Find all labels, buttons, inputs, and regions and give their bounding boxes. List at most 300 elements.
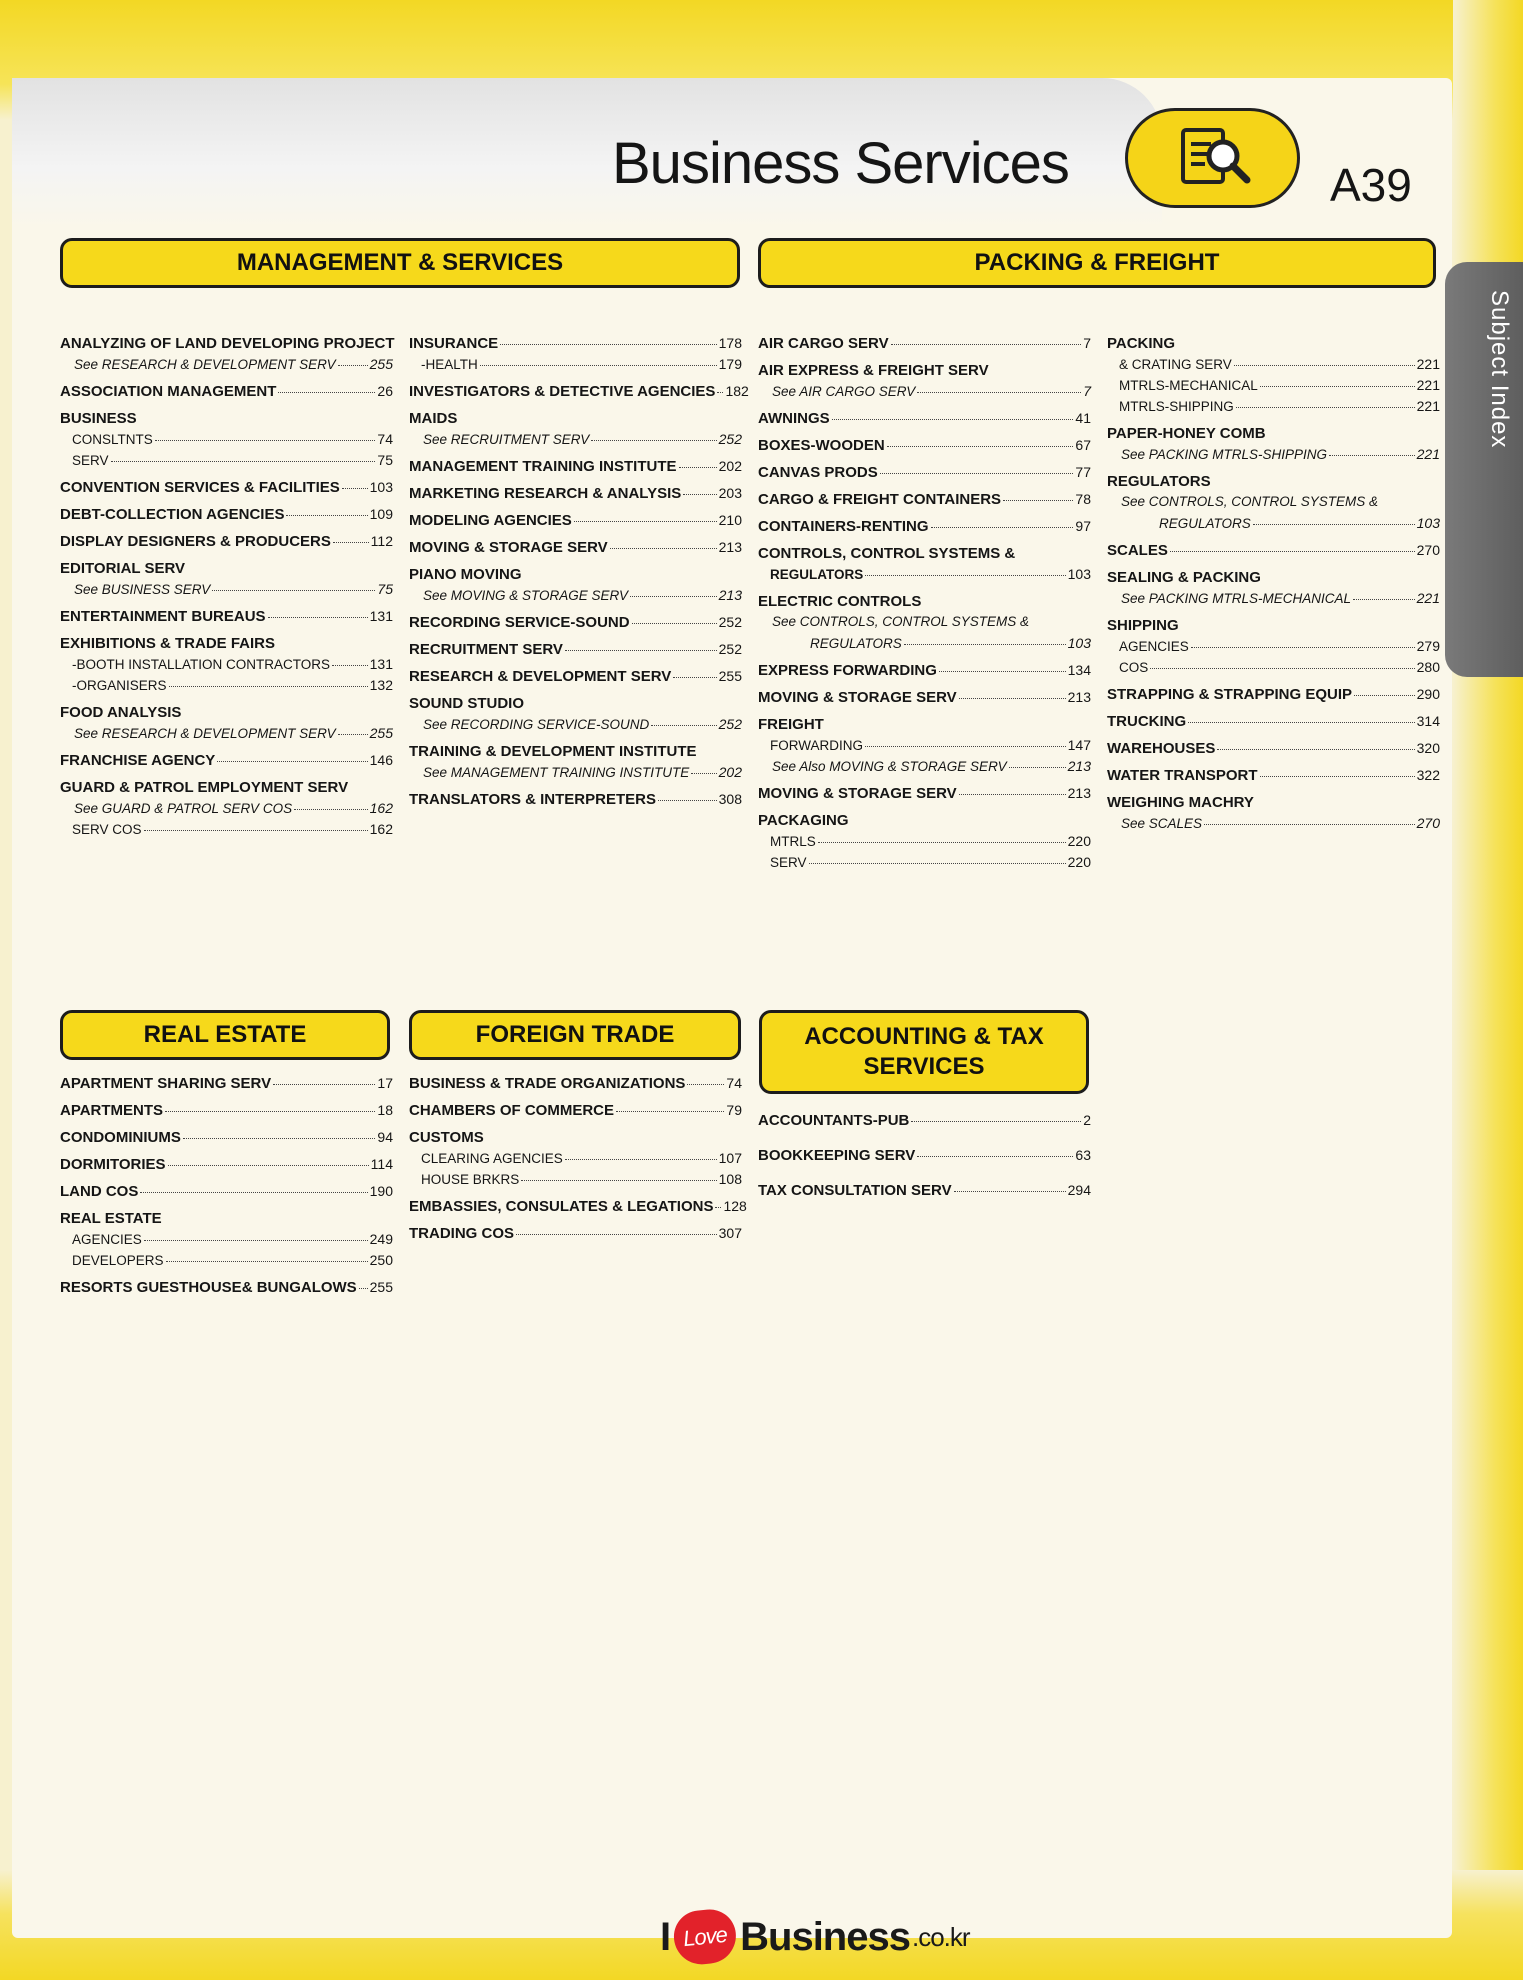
index-entry: [758, 383, 1091, 401]
entry-label: INSURANCE: [409, 335, 499, 352]
leader-dots: [887, 446, 1074, 447]
leader-dots: [880, 473, 1074, 474]
entry-page-number: 103: [1067, 635, 1091, 651]
entry-label: ENTERTAINMENT BUREAUS: [60, 608, 266, 625]
leader-dots: [809, 863, 1066, 864]
index-entry: [758, 662, 1091, 680]
entry-page-number: 270: [1416, 815, 1440, 831]
entry-label: CANVAS PRODS: [758, 464, 878, 481]
index-entry: [409, 695, 742, 713]
logo-business: Business: [740, 1914, 910, 1959]
leader-dots: [294, 809, 368, 810]
index-entry: [758, 491, 1091, 509]
entry-label: DEBT-COLLECTION AGENCIES: [60, 506, 285, 523]
entry-label: AIR EXPRESS & FREIGHT SERV: [758, 362, 989, 379]
logo-domain: .co.kr: [911, 1921, 970, 1952]
entry-label: CONVENTION SERVICES & FACILITIES: [60, 479, 340, 496]
entry-label: ANALYZING OF LAND DEVELOPING PROJECT: [60, 335, 395, 352]
entry-page-number: 131: [369, 656, 393, 672]
entry-page-number: 322: [1416, 767, 1440, 783]
leader-dots: [268, 617, 368, 618]
entry-label: INVESTIGATORS & DETECTIVE AGENCIES: [409, 383, 716, 400]
entry-page-number: 221: [1416, 446, 1440, 462]
index-entry: [60, 1075, 393, 1093]
entry-page-number: 221: [1416, 398, 1440, 414]
entry-label: BUSINESS: [60, 410, 137, 427]
index-entry: [60, 560, 393, 578]
entry-page-number: 109: [369, 506, 393, 522]
entry-page-number: 178: [718, 335, 742, 351]
entry-page-number: 114: [370, 1156, 393, 1172]
leader-dots: [865, 575, 1065, 576]
entry-page-number: 74: [377, 431, 393, 447]
leader-dots: [832, 419, 1074, 420]
leader-dots: [1260, 386, 1415, 387]
leader-dots: [1009, 767, 1066, 768]
index-entry: [409, 641, 742, 659]
header-accounting-line1: ACCOUNTING & TAX: [804, 1023, 1044, 1050]
leader-dots: [931, 527, 1074, 528]
index-entry: [758, 833, 1091, 851]
index-entry: [1107, 569, 1440, 587]
entry-label: REGULATORS: [770, 567, 864, 582]
index-entry: [60, 725, 393, 743]
real-estate-column: [60, 1075, 393, 1297]
index-entry: [758, 335, 1091, 353]
index-entry: [1107, 740, 1440, 758]
index-entry: [60, 704, 393, 722]
entry-label: See CONTROLS, CONTROL SYSTEMS &: [1121, 494, 1379, 509]
entry-label: CLEARING AGENCIES: [421, 1151, 563, 1166]
index-entry: [409, 587, 742, 605]
entry-page-number: 17: [377, 1075, 393, 1091]
index-entry: [409, 431, 742, 449]
index-entry: [758, 758, 1091, 776]
logo-love: Love: [682, 1921, 729, 1952]
index-entry: [409, 1075, 742, 1093]
entry-page-number: 94: [377, 1129, 393, 1145]
leader-dots: [715, 1207, 721, 1208]
entry-label: MOVING & STORAGE SERV: [758, 785, 957, 802]
leader-dots: [278, 392, 375, 393]
entry-page-number: 252: [718, 716, 742, 732]
index-entry: [1107, 659, 1440, 677]
leader-dots: [1353, 599, 1415, 600]
entry-page-number: 308: [718, 791, 742, 807]
entry-page-number: 179: [718, 356, 742, 372]
index-entry: [758, 545, 1091, 563]
leader-dots: [565, 1159, 717, 1160]
index-entry: [60, 356, 393, 374]
entry-page-number: 128: [723, 1198, 747, 1214]
index-entry: [409, 614, 742, 632]
entry-label: SERV COS: [72, 822, 142, 837]
leader-dots: [165, 1111, 375, 1112]
entry-page-number: 2: [1083, 1112, 1091, 1128]
index-entry: [409, 1150, 742, 1168]
entry-label: RECRUITMENT SERV: [409, 641, 563, 658]
leader-dots: [183, 1138, 376, 1139]
leader-dots: [516, 1234, 717, 1235]
index-entry: [60, 821, 393, 839]
index-entry: [758, 1182, 1091, 1200]
leader-dots: [904, 644, 1066, 645]
heart-icon: [671, 1907, 738, 1967]
entry-label: ELECTRIC CONTROLS: [758, 593, 922, 610]
index-entry: [60, 383, 393, 401]
leader-dots: [338, 365, 368, 366]
leader-dots: [1003, 500, 1073, 501]
leader-dots: [166, 1261, 368, 1262]
index-entry: [1107, 515, 1440, 533]
index-entry: [409, 668, 742, 686]
index-entry: [758, 518, 1091, 536]
index-entry: [409, 1171, 742, 1189]
leader-dots: [687, 1084, 724, 1085]
entry-page-number: 249: [369, 1231, 393, 1247]
index-entry: [758, 737, 1091, 755]
leader-dots: [111, 461, 376, 462]
packing-column-2: [1107, 335, 1440, 833]
header-management-services: MANAGEMENT & SERVICES: [60, 238, 740, 288]
entry-label: WEIGHING MACHRY: [1107, 794, 1254, 811]
leader-dots: [1170, 551, 1415, 552]
index-entry: [758, 785, 1091, 803]
entry-label: CONTAINERS-RENTING: [758, 518, 929, 535]
index-entry: [60, 431, 393, 449]
entry-label: SERV: [770, 855, 807, 870]
leader-dots: [1234, 365, 1415, 366]
index-entry: [758, 464, 1091, 482]
index-entry: [1107, 398, 1440, 416]
document-search-icon: [1125, 108, 1300, 208]
entry-label: EDITORIAL SERV: [60, 560, 186, 577]
entry-page-number: 307: [718, 1225, 742, 1241]
entry-page-number: 250: [369, 1252, 393, 1268]
entry-label: COS: [1119, 660, 1149, 675]
leader-dots: [891, 344, 1082, 345]
index-entry: [409, 383, 749, 401]
index-entry: [409, 1225, 742, 1243]
entry-page-number: 202: [718, 458, 742, 474]
index-entry: [1107, 767, 1440, 785]
leader-dots: [959, 698, 1066, 699]
entry-label: CONDOMINIUMS: [60, 1129, 181, 1146]
entry-page-number: 220: [1067, 854, 1091, 870]
entry-label: SEALING & PACKING: [1107, 569, 1261, 586]
entry-page-number: 213: [718, 539, 742, 555]
leader-dots: [155, 440, 376, 441]
foreign-trade-column: [409, 1075, 747, 1243]
leader-dots: [917, 392, 1081, 393]
entry-page-number: 41: [1075, 410, 1091, 426]
entry-label: STRAPPING & STRAPPING EQUIP: [1107, 686, 1353, 703]
entry-label: FREIGHT: [758, 716, 824, 733]
leader-dots: [1236, 407, 1415, 408]
index-entry: [60, 1279, 393, 1297]
index-entry: [60, 1210, 393, 1228]
entry-label: MANAGEMENT TRAINING INSTITUTE: [409, 458, 677, 475]
entry-page-number: 190: [369, 1183, 393, 1199]
entry-page-number: 290: [1416, 686, 1440, 702]
index-entry: [1107, 446, 1440, 464]
leader-dots: [212, 590, 375, 591]
entry-label: MTRLS-SHIPPING: [1119, 399, 1234, 414]
header-packing-freight: PACKING & FREIGHT: [758, 238, 1436, 288]
header-accounting-tax: [759, 1010, 1089, 1094]
entry-label: See RECORDING SERVICE-SOUND: [423, 717, 650, 732]
entry-page-number: 314: [1416, 713, 1440, 729]
leader-dots: [1204, 824, 1415, 825]
entry-page-number: 255: [718, 668, 742, 684]
entry-label: ASSOCIATION MANAGEMENT: [60, 383, 277, 400]
entry-label: -ORGANISERS: [72, 678, 167, 693]
entry-label: AIR CARGO SERV: [758, 335, 889, 352]
entry-label: APARTMENTS: [60, 1102, 164, 1119]
entry-page-number: 213: [1067, 758, 1091, 774]
entry-page-number: 132: [369, 677, 393, 693]
entry-label: TRAINING & DEVELOPMENT INSTITUTE: [409, 743, 697, 760]
index-entry: [758, 566, 1091, 584]
entry-label: MODELING AGENCIES: [409, 512, 572, 529]
i-love-business-logo: [660, 1910, 970, 1964]
management-column-2: [409, 335, 749, 809]
entry-label: TAX CONSULTATION SERV: [758, 1182, 952, 1199]
entry-page-number: 221: [1416, 590, 1440, 606]
leader-dots: [865, 746, 1066, 747]
entry-label: MARKETING RESEARCH & ANALYSIS: [409, 485, 682, 502]
index-entry: [758, 689, 1091, 707]
management-column-1: [60, 335, 393, 839]
entry-page-number: 103: [1067, 566, 1091, 582]
entry-label: MTRLS: [770, 834, 816, 849]
index-entry: [758, 362, 1091, 380]
index-entry: [60, 452, 393, 470]
leader-dots: [954, 1191, 1066, 1192]
entry-label: CHAMBERS OF COMMERCE: [409, 1102, 614, 1119]
leader-dots: [565, 650, 717, 651]
leader-dots: [480, 365, 717, 366]
leader-dots: [939, 671, 1066, 672]
entry-page-number: 7: [1083, 335, 1091, 351]
leader-dots: [632, 623, 717, 624]
entry-label: See SCALES: [1121, 816, 1203, 831]
entry-label: TRUCKING: [1107, 713, 1187, 730]
entry-page-number: 255: [369, 1279, 393, 1295]
entry-label: SCALES: [1107, 542, 1168, 559]
entry-page-number: 279: [1416, 638, 1440, 654]
entry-page-number: 63: [1075, 1147, 1091, 1163]
index-entry: [1107, 713, 1440, 731]
entry-label: PACKAGING: [758, 812, 849, 829]
entry-label: DORMITORIES: [60, 1156, 166, 1173]
entry-page-number: 320: [1416, 740, 1440, 756]
entry-label: See BUSINESS SERV: [74, 582, 211, 597]
entry-label: See GUARD & PATROL SERV COS: [74, 801, 293, 816]
index-entry: [409, 539, 742, 557]
leader-dots: [1191, 647, 1415, 648]
entry-label: CONSLTNTS: [72, 432, 153, 447]
leader-dots: [574, 521, 717, 522]
index-entry: [409, 485, 742, 503]
index-entry: [60, 1183, 393, 1201]
entry-page-number: 134: [1067, 662, 1091, 678]
entry-page-number: 221: [1416, 356, 1440, 372]
entry-page-number: 202: [718, 764, 742, 780]
entry-page-number: 162: [369, 821, 393, 837]
entry-page-number: 75: [377, 581, 393, 597]
entry-label: HOUSE BRKRS: [421, 1172, 520, 1187]
entry-label: DEVELOPERS: [72, 1253, 164, 1268]
leader-dots: [651, 725, 716, 726]
entry-label: AWNINGS: [758, 410, 830, 427]
index-entry: [1107, 638, 1440, 656]
entry-label: WATER TRANSPORT: [1107, 767, 1258, 784]
index-entry: [60, 677, 393, 695]
entry-label: See AIR CARGO SERV: [772, 384, 916, 399]
leader-dots: [140, 1192, 367, 1193]
entry-label: See RESEARCH & DEVELOPMENT SERV: [74, 357, 336, 372]
entry-page-number: 77: [1075, 464, 1091, 480]
leader-dots: [683, 494, 716, 495]
leader-dots: [818, 842, 1066, 843]
entry-label: See PACKING MTRLS-MECHANICAL: [1121, 591, 1352, 606]
entry-page-number: 280: [1416, 659, 1440, 675]
entry-label: SOUND STUDIO: [409, 695, 525, 712]
entry-label: BOXES-WOODEN: [758, 437, 885, 454]
leader-dots: [917, 1156, 1073, 1157]
index-entry: [758, 1112, 1091, 1130]
index-entry: [758, 635, 1091, 653]
entry-label: RESORTS GUESTHOUSE& BUNGALOWS: [60, 1279, 357, 1296]
leader-dots: [717, 392, 723, 393]
leader-dots: [286, 515, 367, 516]
entry-label: EMBASSIES, CONSULATES & LEGATIONS: [409, 1198, 714, 1215]
index-entry: [1107, 686, 1440, 704]
index-entry: [1107, 335, 1440, 353]
index-entry: [758, 614, 1091, 632]
index-entry: [409, 716, 742, 734]
header-accounting-line2: SERVICES: [863, 1053, 985, 1080]
subject-index-tab[interactable]: [1445, 262, 1523, 677]
entry-label: RECORDING SERVICE-SOUND: [409, 614, 630, 631]
leader-dots: [333, 542, 369, 543]
entry-label: See MOVING & STORAGE SERV: [423, 588, 629, 603]
index-entry: [60, 800, 393, 818]
index-entry: [60, 506, 393, 524]
leader-dots: [1217, 749, 1414, 750]
entry-page-number: 213: [718, 587, 742, 603]
entry-label: REGULATORS: [1107, 473, 1211, 490]
entry-label: REGULATORS: [810, 636, 902, 651]
entry-label: AGENCIES: [72, 1232, 142, 1247]
index-entry: [409, 410, 742, 428]
index-entry: [1107, 815, 1440, 833]
index-entry: [1107, 794, 1440, 812]
entry-label: CUSTOMS: [409, 1129, 484, 1146]
entry-label: TRANSLATORS & INTERPRETERS: [409, 791, 656, 808]
entry-label: FRANCHISE AGENCY: [60, 752, 216, 769]
index-entry: [409, 1198, 747, 1216]
leader-dots: [1329, 455, 1415, 456]
index-entry: [60, 779, 393, 797]
index-entry: [60, 1231, 393, 1249]
entry-page-number: 182: [725, 383, 749, 399]
index-entry: [60, 1102, 393, 1120]
entry-label: WAREHOUSES: [1107, 740, 1216, 757]
entry-label: RESEARCH & DEVELOPMENT SERV: [409, 668, 672, 685]
leader-dots: [691, 773, 716, 774]
entry-page-number: 252: [718, 641, 742, 657]
entry-label: See RECRUITMENT SERV: [423, 432, 590, 447]
entry-page-number: 213: [1067, 689, 1091, 705]
index-entry: [409, 356, 742, 374]
entry-page-number: 107: [718, 1150, 742, 1166]
leader-dots: [1260, 776, 1415, 777]
index-entry: [60, 479, 393, 497]
index-entry: [60, 533, 393, 551]
subject-index-label: Subject Index: [1486, 290, 1513, 449]
header-foreign-trade: FOREIGN TRADE: [409, 1010, 741, 1060]
header-real-estate: REAL ESTATE: [60, 1010, 390, 1060]
index-entry: [60, 635, 393, 653]
entry-label: LAND COS: [60, 1183, 139, 1200]
entry-page-number: 203: [718, 485, 742, 501]
logo-i: I: [660, 1914, 671, 1959]
index-entry: [60, 581, 393, 599]
entry-label: BOOKKEEPING SERV: [758, 1147, 916, 1164]
entry-page-number: 255: [369, 356, 393, 372]
index-entry: [60, 335, 393, 353]
entry-page-number: 146: [369, 752, 393, 768]
leader-dots: [591, 440, 716, 441]
entry-label: DISPLAY DESIGNERS & PRODUCERS: [60, 533, 331, 550]
entry-page-number: 147: [1067, 737, 1091, 753]
index-entry: [1107, 356, 1440, 374]
index-entry: [60, 752, 393, 770]
entry-label: See MANAGEMENT TRAINING INSTITUTE: [423, 765, 690, 780]
entry-label: -BOOTH INSTALLATION CONTRACTORS: [72, 657, 331, 672]
index-entry: [758, 437, 1091, 455]
index-entry: [1107, 473, 1440, 491]
leader-dots: [521, 1180, 716, 1181]
index-entry: [758, 812, 1091, 830]
index-entry: [1107, 542, 1440, 560]
leader-dots: [673, 677, 716, 678]
leader-dots: [1253, 524, 1415, 525]
index-entry: [60, 410, 393, 428]
leader-dots: [359, 1288, 368, 1289]
index-entry: [1107, 494, 1440, 512]
leader-dots: [630, 596, 717, 597]
index-entry: [758, 593, 1091, 611]
entry-page-number: 270: [1416, 542, 1440, 558]
entry-label: GUARD & PATROL EMPLOYMENT SERV: [60, 779, 349, 796]
entry-page-number: 252: [718, 431, 742, 447]
entry-label: FOOD ANALYSIS: [60, 704, 182, 721]
index-entry: [409, 764, 742, 782]
entry-label: EXPRESS FORWARDING: [758, 662, 937, 679]
leader-dots: [144, 1240, 368, 1241]
index-entry: [409, 743, 742, 761]
entry-label: SERV: [72, 453, 109, 468]
index-entry: [60, 656, 393, 674]
entry-label: CARGO & FREIGHT CONTAINERS: [758, 491, 1002, 508]
entry-page-number: 213: [1067, 785, 1091, 801]
leader-dots: [1150, 668, 1414, 669]
leader-dots: [610, 548, 717, 549]
leader-dots: [273, 1084, 375, 1085]
